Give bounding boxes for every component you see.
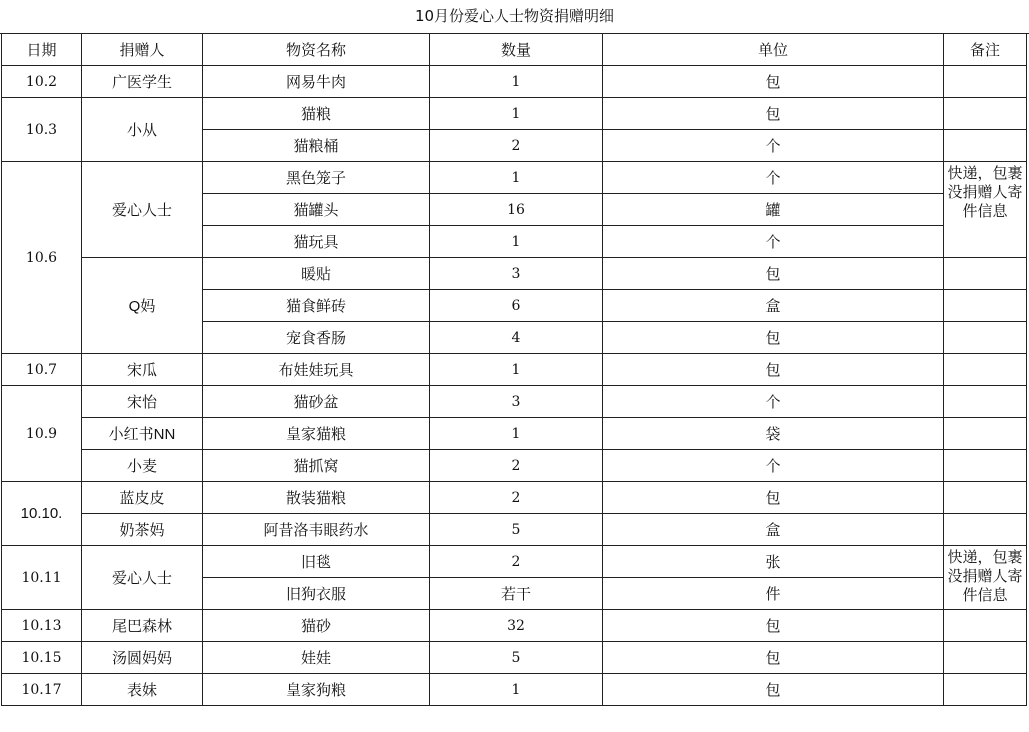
table-row bbox=[2, 642, 1027, 674]
cell-qty[interactable]: 2 bbox=[430, 130, 603, 162]
cell-item[interactable]: 布娃娃玩具 bbox=[203, 354, 430, 386]
cell-note-empty[interactable] bbox=[944, 418, 1027, 450]
table-row bbox=[2, 418, 1027, 450]
cell-qty[interactable]: 5 bbox=[430, 642, 603, 674]
cell-note-empty[interactable] bbox=[944, 610, 1027, 642]
table-row bbox=[2, 546, 1027, 578]
cell-unit[interactable]: 包 bbox=[603, 98, 944, 130]
cell-note-empty[interactable] bbox=[944, 354, 1027, 386]
cell-note-empty[interactable] bbox=[944, 674, 1027, 706]
cell-donor[interactable]: 广医学生 bbox=[82, 66, 203, 98]
cell-note-empty[interactable] bbox=[944, 290, 1027, 322]
cell-date[interactable]: 10.11 bbox=[2, 546, 82, 610]
cell-item[interactable]: 旧狗衣服 bbox=[203, 578, 430, 610]
cell-item[interactable]: 猫砂盆 bbox=[203, 386, 430, 418]
cell-unit[interactable]: 个 bbox=[603, 450, 944, 482]
cell-item[interactable]: 猫砂 bbox=[203, 610, 430, 642]
header-date[interactable]: 日期 bbox=[2, 34, 82, 66]
table-row bbox=[2, 258, 1027, 290]
cell-donor[interactable]: Q妈 bbox=[82, 258, 203, 354]
cell-item[interactable]: 黑色笼子 bbox=[203, 162, 430, 194]
cell-unit[interactable]: 张 bbox=[603, 546, 944, 578]
donation-table bbox=[1, 33, 1027, 706]
cell-note[interactable]: 快递，包裹没捐赠人寄件信息 bbox=[944, 162, 1027, 258]
cell-note-empty[interactable] bbox=[944, 450, 1027, 482]
header-item[interactable]: 物资名称 bbox=[203, 34, 430, 66]
cell-unit[interactable]: 个 bbox=[603, 130, 944, 162]
cell-qty[interactable]: 1 bbox=[430, 418, 603, 450]
sheet-title: 10月份爱心人士物资捐赠明细 bbox=[0, 0, 1029, 34]
table-row bbox=[2, 450, 1027, 482]
cell-qty[interactable]: 6 bbox=[430, 290, 603, 322]
cell-note-empty[interactable] bbox=[944, 386, 1027, 418]
cell-qty[interactable]: 4 bbox=[430, 322, 603, 354]
cell-note-empty[interactable] bbox=[944, 322, 1027, 354]
cell-donor[interactable]: 尾巴森林 bbox=[82, 610, 203, 642]
cell-unit[interactable]: 件 bbox=[603, 578, 944, 610]
cell-unit[interactable]: 包 bbox=[603, 674, 944, 706]
cell-unit[interactable]: 个 bbox=[603, 386, 944, 418]
table-row bbox=[2, 354, 1027, 386]
cell-donor[interactable]: 爱心人士 bbox=[82, 546, 203, 610]
cell-unit[interactable]: 盒 bbox=[603, 514, 944, 546]
cell-date[interactable]: 10.10. bbox=[2, 482, 82, 546]
table-row bbox=[2, 514, 1027, 546]
cell-donor[interactable]: 蓝皮皮 bbox=[82, 482, 203, 514]
cell-unit[interactable]: 盒 bbox=[603, 290, 944, 322]
header-row bbox=[2, 34, 1027, 66]
cell-donor[interactable]: 奶茶妈 bbox=[82, 514, 203, 546]
cell-donor[interactable]: 小红书NN bbox=[82, 418, 203, 450]
cell-qty[interactable]: 1 bbox=[430, 66, 603, 98]
cell-qty[interactable]: 2 bbox=[430, 546, 603, 578]
cell-qty[interactable]: 32 bbox=[430, 610, 603, 642]
cell-unit[interactable]: 包 bbox=[603, 322, 944, 354]
cell-item[interactable]: 猫粮桶 bbox=[203, 130, 430, 162]
cell-date[interactable]: 10.9 bbox=[2, 386, 82, 482]
cell-note-empty[interactable] bbox=[944, 130, 1027, 162]
cell-date[interactable]: 10.3 bbox=[2, 98, 82, 162]
cell-unit[interactable]: 包 bbox=[603, 642, 944, 674]
header-donor[interactable]: 捐赠人 bbox=[82, 34, 203, 66]
cell-date[interactable]: 10.17 bbox=[2, 674, 82, 706]
header-qty[interactable]: 数量 bbox=[430, 34, 603, 66]
cell-note-empty[interactable] bbox=[944, 482, 1027, 514]
cell-note-empty[interactable] bbox=[944, 98, 1027, 130]
cell-unit[interactable]: 包 bbox=[603, 482, 944, 514]
cell-qty[interactable]: 2 bbox=[430, 482, 603, 514]
cell-unit[interactable]: 包 bbox=[603, 66, 944, 98]
table-row bbox=[2, 162, 1027, 194]
cell-note-empty[interactable] bbox=[944, 642, 1027, 674]
table-row bbox=[2, 98, 1027, 130]
cell-item[interactable]: 网易牛肉 bbox=[203, 66, 430, 98]
table-row bbox=[2, 386, 1027, 418]
cell-item[interactable]: 猫食鲜砖 bbox=[203, 290, 430, 322]
table-row bbox=[2, 482, 1027, 514]
cell-date[interactable]: 10.2 bbox=[2, 66, 82, 98]
cell-note-empty[interactable] bbox=[944, 258, 1027, 290]
cell-qty[interactable]: 1 bbox=[430, 98, 603, 130]
cell-donor[interactable]: 小从 bbox=[82, 98, 203, 162]
cell-item[interactable]: 宠食香肠 bbox=[203, 322, 430, 354]
cell-item[interactable]: 皇家狗粮 bbox=[203, 674, 430, 706]
cell-item[interactable]: 皇家猫粮 bbox=[203, 418, 430, 450]
cell-item[interactable]: 阿昔洛韦眼药水 bbox=[203, 514, 430, 546]
cell-donor[interactable]: 宋瓜 bbox=[82, 354, 203, 386]
cell-qty[interactable]: 若干 bbox=[430, 578, 603, 610]
cell-donor[interactable]: 宋怡 bbox=[82, 386, 203, 418]
cell-qty[interactable]: 1 bbox=[430, 674, 603, 706]
cell-qty[interactable]: 1 bbox=[430, 226, 603, 258]
cell-note-empty[interactable] bbox=[944, 514, 1027, 546]
cell-qty[interactable]: 5 bbox=[430, 514, 603, 546]
cell-date[interactable]: 10.15 bbox=[2, 642, 82, 674]
cell-qty[interactable]: 3 bbox=[430, 386, 603, 418]
cell-unit[interactable]: 个 bbox=[603, 162, 944, 194]
header-note[interactable]: 备注 bbox=[944, 34, 1027, 66]
cell-date[interactable]: 10.6 bbox=[2, 162, 82, 354]
cell-item[interactable]: 猫粮 bbox=[203, 98, 430, 130]
cell-qty[interactable]: 2 bbox=[430, 450, 603, 482]
cell-donor[interactable]: 小麦 bbox=[82, 450, 203, 482]
cell-item[interactable]: 暖贴 bbox=[203, 258, 430, 290]
table-row bbox=[2, 674, 1027, 706]
cell-donor[interactable]: 表妹 bbox=[82, 674, 203, 706]
cell-note[interactable]: 快递，包裹没捐赠人寄件信息 bbox=[944, 546, 1027, 610]
table-row bbox=[2, 610, 1027, 642]
cell-date[interactable]: 10.13 bbox=[2, 610, 82, 642]
cell-unit[interactable]: 个 bbox=[603, 226, 944, 258]
cell-item[interactable]: 猫罐头 bbox=[203, 194, 430, 226]
cell-qty[interactable]: 1 bbox=[430, 354, 603, 386]
cell-unit[interactable]: 包 bbox=[603, 354, 944, 386]
cell-item[interactable]: 猫玩具 bbox=[203, 226, 430, 258]
cell-date[interactable]: 10.7 bbox=[2, 354, 82, 386]
cell-item[interactable]: 散装猫粮 bbox=[203, 482, 430, 514]
table-row bbox=[2, 66, 1027, 98]
cell-unit[interactable]: 罐 bbox=[603, 194, 944, 226]
cell-item[interactable]: 猫抓窝 bbox=[203, 450, 430, 482]
cell-donor[interactable]: 汤圆妈妈 bbox=[82, 642, 203, 674]
cell-note-empty[interactable] bbox=[944, 66, 1027, 98]
cell-qty[interactable]: 16 bbox=[430, 194, 603, 226]
cell-donor[interactable]: 爱心人士 bbox=[82, 162, 203, 258]
header-unit[interactable]: 单位 bbox=[603, 34, 944, 66]
cell-item[interactable]: 旧毯 bbox=[203, 546, 430, 578]
cell-unit[interactable]: 包 bbox=[603, 610, 944, 642]
cell-qty[interactable]: 1 bbox=[430, 162, 603, 194]
cell-qty[interactable]: 3 bbox=[430, 258, 603, 290]
cell-item[interactable]: 娃娃 bbox=[203, 642, 430, 674]
cell-unit[interactable]: 袋 bbox=[603, 418, 944, 450]
cell-unit[interactable]: 包 bbox=[603, 258, 944, 290]
